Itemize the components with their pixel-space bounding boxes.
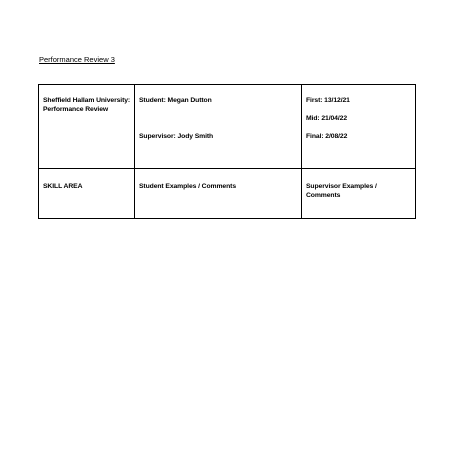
supervisor-examples-heading: Supervisor Examples / Comments (302, 169, 416, 219)
final-review-date: Final: 2/08/22 (306, 133, 348, 140)
review-header-row (39, 85, 416, 169)
student-name: Student: Megan Dutton (139, 97, 212, 104)
column-headings-row (39, 169, 416, 219)
dates-cell (302, 85, 416, 169)
institution-name: Sheffield Hallam University: (43, 97, 131, 104)
first-review-date: First: 13/12/21 (306, 97, 350, 104)
supervisor-name: Supervisor: Jody Smith (139, 133, 214, 140)
performance-review-table (38, 84, 416, 219)
mid-review-date: Mid: 21/04/22 (306, 115, 348, 122)
review-type: Performance Review (43, 106, 109, 113)
skill-area-heading: SKILL AREA (39, 169, 135, 219)
document-title: Performance Review 3 (39, 55, 115, 64)
people-cell (135, 85, 302, 169)
student-examples-heading: Student Examples / Comments (135, 169, 302, 219)
institution-cell (39, 85, 135, 169)
